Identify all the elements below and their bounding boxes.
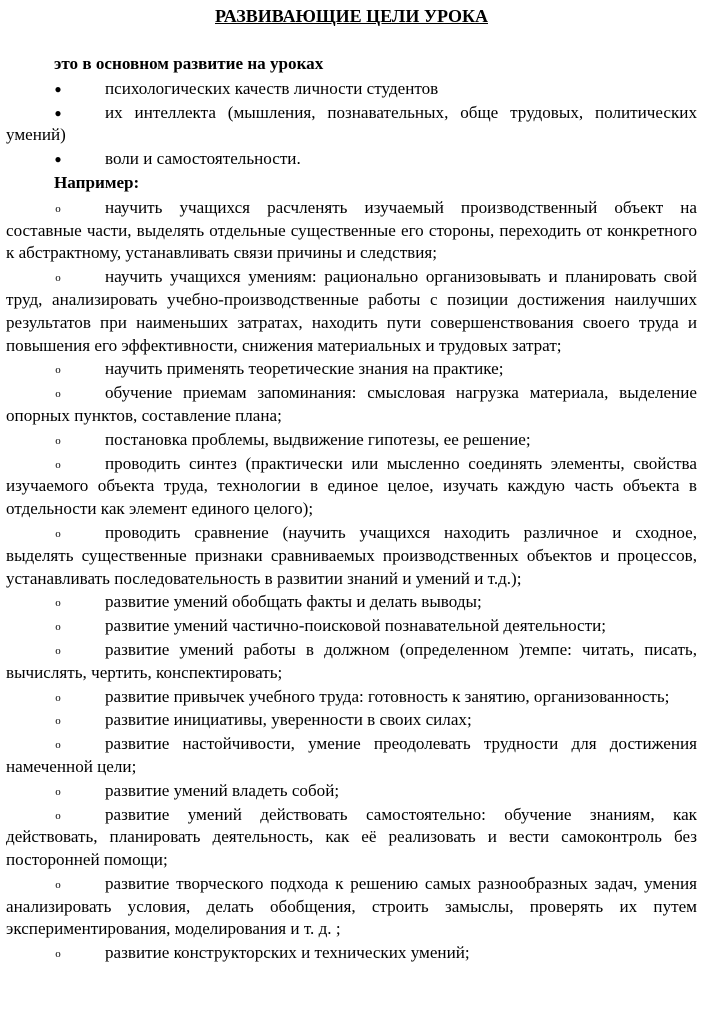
example-text: развитие творческого подхода к решению самых разнообразных задач, умения анализировать условия, делать обобщения, строить замыслы, проверять их путем экспериментирования, моделирования и т. д. ;	[6, 873, 697, 939]
circle-bullet-icon: o	[55, 878, 61, 891]
example-text: научить применять теоретические знания на практике;	[105, 359, 504, 379]
example-item	[6, 522, 697, 590]
example-item	[6, 686, 697, 709]
circle-bullet-icon: o	[55, 458, 61, 471]
example-item	[6, 733, 697, 779]
bullet-text: их интеллекта (мышления, познавательных, обще трудовых, политических умений)	[6, 102, 697, 145]
example-text: развитие настойчивости, умение преодолевать трудности для достижения намеченной цели;	[6, 734, 697, 776]
example-text: постановка проблемы, выдвижение гипотезы, ее решение;	[105, 429, 531, 449]
example-item	[6, 804, 697, 872]
example-item	[6, 709, 697, 732]
circle-bullet-icon: o	[55, 272, 61, 285]
circle-bullet-icon: o	[55, 434, 61, 447]
bullet-dot-icon: ●	[54, 81, 62, 96]
circle-bullet-icon: o	[55, 691, 61, 704]
bullet-item	[6, 148, 697, 171]
example-text: обучение приемам запоминания: смысловая нагрузка материала, выделение опорных пунктов, составление плана;	[6, 383, 697, 425]
example-text: развитие умений частично-поисковой познавательной деятельности;	[105, 616, 607, 636]
intro-heading: это в основном развитие на уроках	[54, 54, 324, 73]
circle-bullet-icon: o	[55, 739, 61, 752]
bullet-dot-icon: ●	[54, 152, 62, 167]
circle-bullet-icon: o	[55, 597, 61, 610]
example-item	[6, 780, 697, 803]
example-text: проводить сравнение (научить учащихся находить различное и сходное, выделять существенные признаки сравниваемых производственных объектов и процессов, устанавливать последовательность в развитии знаний и умений и т.д.);	[6, 522, 697, 588]
circle-bullet-icon: o	[55, 644, 61, 657]
example-item	[6, 942, 697, 965]
bullet-text: воли и самостоятельности.	[105, 149, 301, 169]
example-item	[6, 873, 697, 941]
circle-bullet-icon: o	[55, 202, 61, 215]
example-item	[6, 453, 697, 521]
example-text: развитие умений обобщать факты и делать выводы;	[105, 592, 482, 612]
bullet-item	[6, 102, 697, 148]
example-text: научить учащихся расчленять изучаемый производственный объект на составные части, выделять отдельные существенные его стороны, переходить от конкретного к абстрактному, устанавливать связи причины и следствия;	[6, 197, 697, 263]
example-text: научить учащихся умениям: рационально организовывать и планировать свой труд, анализировать учебно-производственные работы с позиции достижения наилучших результатов при наименьших затратах, находить пути совершенствования своего труда и повышения его эффективности, снижения материальных и трудовых затрат;	[6, 267, 697, 355]
example-item	[6, 382, 697, 428]
bullet-item	[6, 78, 697, 101]
example-text: развитие умений работы в должном (определенном )темпе: читать, писать, вычислять, чертить, конспектировать;	[6, 639, 697, 682]
example-item	[6, 639, 697, 685]
example-text: проводить синтез (практически или мысленно соединять элементы, свойства изучаемого объекта труда, технологии в единое целое, изучать каждую часть объекта в отдельности как элемент единого целого);	[6, 453, 697, 519]
circle-bullet-icon: o	[55, 364, 61, 377]
example-heading: Например:	[54, 172, 140, 192]
circle-bullet-icon: o	[55, 809, 61, 822]
circle-bullet-icon: o	[55, 785, 61, 798]
example-text: развитие умений действовать самостоятельно: обучение знаниям, как действовать, планировать деятельность, как её реализовать и вести самоконтроль без посторонней помощи;	[6, 804, 697, 870]
example-item	[6, 197, 697, 265]
circle-bullet-icon: o	[55, 715, 61, 728]
example-text: развитие инициативы, уверенности в своих силах;	[105, 710, 472, 730]
page-title: РАЗВИВАЮЩИЕ ЦЕЛИ УРОКА	[215, 6, 488, 26]
circle-bullet-icon: o	[55, 388, 61, 401]
example-item	[6, 591, 697, 614]
document-body	[6, 53, 697, 966]
example-text: развитие конструкторских и технических умений;	[105, 943, 470, 963]
circle-bullet-icon: o	[55, 948, 61, 961]
example-item	[6, 615, 697, 638]
circle-bullet-icon: o	[55, 621, 61, 634]
bullet-text: психологических качеств личности студентов	[105, 78, 439, 98]
example-item	[6, 429, 697, 452]
example-item	[6, 358, 697, 381]
example-text: развитие привычек учебного труда: готовность к занятию, организованность;	[105, 686, 670, 706]
circle-bullet-icon: o	[55, 527, 61, 540]
example-item	[6, 266, 697, 357]
example-text: развитие умений владеть собой;	[105, 780, 340, 800]
bullet-dot-icon: ●	[54, 105, 62, 120]
